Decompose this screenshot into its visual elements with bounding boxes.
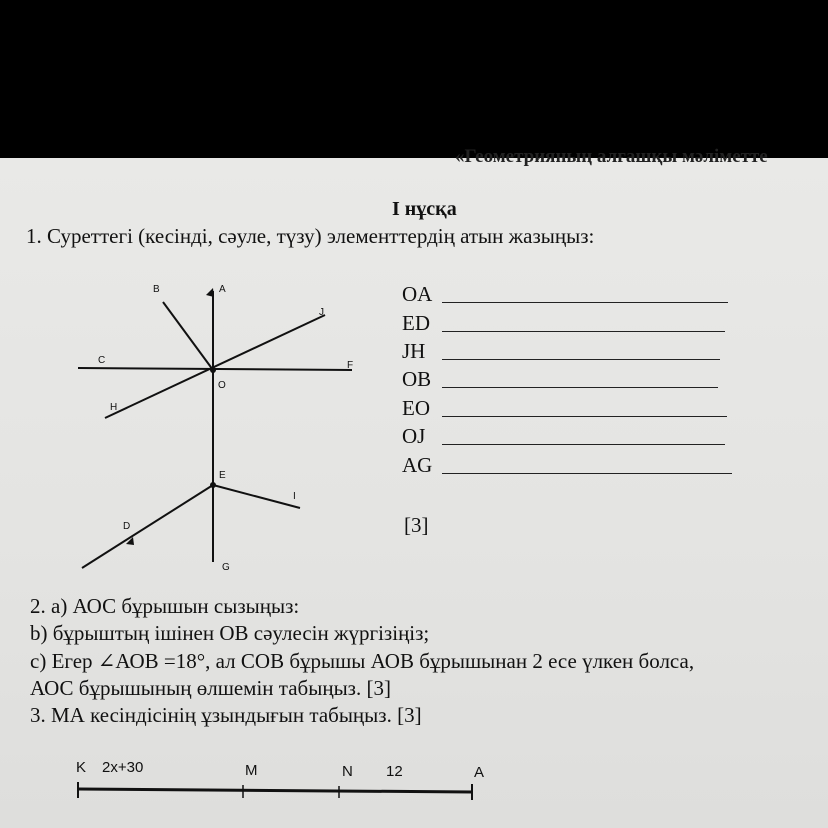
point-O: [210, 367, 216, 373]
answer-row-EO: [402, 396, 727, 421]
answer-blank[interactable]: [442, 444, 725, 445]
answer-blank[interactable]: [442, 331, 725, 332]
task1-score: [3]: [404, 513, 429, 537]
label-O: O: [218, 380, 226, 391]
segment-EI: [213, 485, 300, 508]
answer-row-OA: [402, 282, 728, 307]
label-M: M: [245, 762, 258, 779]
variant-title: I нұсқа: [392, 198, 457, 220]
label-J: J: [319, 307, 324, 318]
answer-row-AG: [402, 453, 732, 478]
arrow-A: [206, 288, 214, 297]
label-KM-length: 2x+30: [102, 759, 144, 776]
label-A: A: [219, 284, 226, 295]
label-D: D: [123, 521, 131, 532]
answer-row-JH: [402, 339, 720, 364]
task2-c: с) Егер ∠АОВ =18°, ал СОВ бұрышы АОВ бұрышынан 2 есе үлкен болса,: [30, 649, 695, 673]
answer-label: ED: [402, 311, 430, 335]
segment-KA: [78, 789, 472, 792]
label-B: B: [153, 284, 160, 295]
header-cut-text: «Геометрияның алғашқы мәліметте: [455, 146, 768, 167]
label-F: F: [347, 360, 354, 371]
label-E: E: [219, 470, 226, 481]
answer-blank[interactable]: [442, 416, 727, 417]
answer-label: JH: [402, 339, 426, 363]
task3-text: 3. МА кесіндісінің ұзындығын табыңыз. [3]: [30, 703, 422, 727]
label-G: G: [222, 562, 230, 573]
task2-b: b) бұрыштың ішінен ОВ сәулесін жүргізіңіз;: [30, 621, 430, 645]
label-NA-length: 12: [386, 763, 403, 780]
answer-label: OB: [402, 367, 432, 391]
label-N: N: [342, 763, 353, 780]
answer-label: OA: [402, 282, 433, 306]
answer-blank[interactable]: [442, 387, 718, 388]
answer-row-OB: [402, 367, 718, 392]
label-I: I: [293, 491, 296, 502]
answer-blank[interactable]: [442, 473, 732, 474]
label-A2: A: [474, 764, 485, 781]
task1-text: 1. Суреттегі (кесінді, сәуле, түзу) элементтердің атын жазыңыз:: [26, 224, 595, 248]
answer-blank[interactable]: [442, 302, 728, 303]
answer-row-ED: [402, 311, 725, 336]
ray-OB: [163, 302, 213, 370]
answer-blank[interactable]: [442, 359, 720, 360]
answer-label: AG: [402, 453, 433, 477]
worksheet-page: [0, 146, 828, 828]
answer-label: EO: [402, 396, 430, 420]
label-C: C: [98, 355, 106, 366]
task2-a: 2. а) АОС бұрышын сызыңыз:: [30, 594, 300, 618]
label-H: H: [110, 402, 118, 413]
answer-row-OJ: [402, 424, 725, 449]
label-K: K: [76, 759, 87, 776]
point-E: [210, 482, 216, 488]
segment-ED: [82, 485, 213, 568]
answer-label: OJ: [402, 424, 426, 448]
line-HJ: [105, 315, 325, 418]
task2-c-cont: АОС бұрышының өлшемін табыңыз. [3]: [30, 676, 391, 700]
